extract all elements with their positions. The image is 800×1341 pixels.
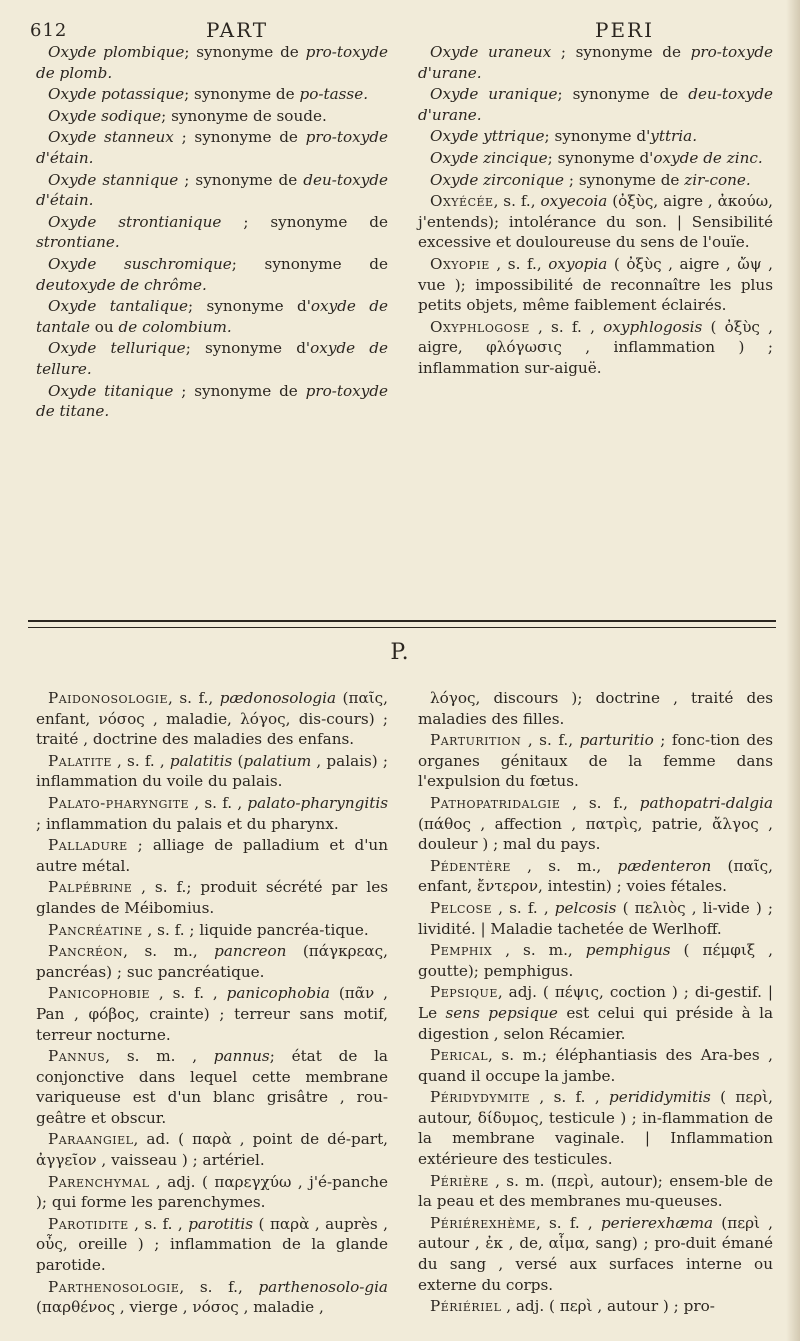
entry-italic-text: po-tasse. — [299, 85, 369, 104]
entry-italic-text: panicophobia — [226, 984, 330, 1003]
dictionary-entry — [36, 1214, 388, 1276]
dictionary-entry — [36, 1172, 388, 1213]
dictionary-entry — [36, 170, 388, 211]
column-bottom-right — [418, 688, 773, 1318]
dictionary-entry — [36, 127, 388, 168]
dictionary-entry — [36, 1129, 388, 1170]
entry-text: (ὀξὺς, aigre , ἀκούω, j'entends); intolérance du son. | Sensibilité excessive et douloureuse du sens de l'ouïe. — [418, 192, 774, 252]
dictionary-entry — [36, 877, 388, 918]
entry-italic-text: pelcosis — [554, 898, 617, 917]
entry-headword: Paraangiel — [48, 1130, 134, 1149]
entry-text: ( — [232, 751, 244, 770]
entry-text: ; synonyme d' — [188, 297, 311, 316]
entry-text: ( πέμφιξ , goutte); pemphigus. — [418, 941, 773, 980]
entry-text: est celui qui préside à la digestion , selon Récamier. — [418, 1003, 774, 1043]
entry-italic-text: palatium — [243, 751, 312, 770]
entry-text: ; synonyme de — [184, 43, 306, 61]
dictionary-entry — [36, 338, 388, 379]
entry-italic-text: Oxyde zirconique — [430, 170, 565, 189]
entry-headword: Oxyopie — [430, 254, 490, 273]
entry-text: (παρθένος , vierge , νόσος , maladie , — [36, 1298, 324, 1317]
dictionary-entry — [418, 191, 773, 253]
dictionary-entry — [36, 920, 388, 941]
entry-italic-text: Oxyde tantalique — [48, 297, 189, 316]
entry-text: , adj. ( πέψις, coction ) ; di-gestif. | Le — [418, 983, 773, 1022]
dictionary-entry — [36, 983, 388, 1045]
entry-headword: Panicophobie — [48, 984, 151, 1003]
dictionary-entry — [36, 84, 388, 105]
entry-text: , s. f., — [168, 689, 220, 707]
entry-text: , s. f., — [560, 793, 640, 812]
entry-text: , s. m. , — [105, 1047, 214, 1066]
entry-headword: Pancréatine — [48, 920, 143, 939]
entry-headword: Péridydymite — [430, 1088, 531, 1107]
entry-italic-text: parotitis — [188, 1214, 254, 1233]
dictionary-entry — [36, 254, 388, 295]
dictionary-entry — [418, 42, 773, 83]
entry-text: , s. f. , — [529, 317, 604, 336]
entry-headword: Périériel — [430, 1297, 502, 1316]
entry-italic-text: deu-toxyde d'étain. — [36, 170, 389, 210]
entry-italic-text: pannus — [213, 1047, 270, 1066]
entry-italic-text: deutoxyde de chrôme. — [36, 275, 207, 294]
entry-italic-text: yttria. — [650, 127, 698, 146]
entry-text: , s. f., — [521, 731, 580, 750]
entry-headword: Oxyécée — [430, 192, 494, 211]
entry-text: , s. f. , — [189, 793, 248, 812]
entry-italic-text: pro-toxyde d'étain. — [36, 128, 388, 167]
entry-text: ( περὶ, autour, δίδυμος, testicule ) ; in-flammation de la membrane vaginale. | Inflammation extérieure des testicules. — [418, 1088, 773, 1169]
entry-italic-text: Oxyde titanique — [48, 381, 174, 400]
entry-text: , s. f., — [489, 254, 549, 273]
entry-italic-text: parturitio — [579, 731, 654, 750]
entry-headword: Pemphix — [430, 941, 493, 960]
entry-text: , s. f. , — [530, 1088, 610, 1107]
dictionary-entry — [418, 1296, 773, 1317]
entry-text: ; synonyme de — [178, 170, 304, 189]
entry-italic-text: Oxyde stanneux — [48, 128, 174, 147]
dictionary-entry — [418, 898, 773, 939]
entry-text: , s. m., — [492, 941, 586, 960]
dictionary-entry — [418, 170, 773, 191]
entry-text: , s. f.; produit sécrété par les glandes de Méibomius. — [36, 878, 388, 917]
entry-italic-text: Oxyde uraneux — [430, 43, 552, 61]
dictionary-entry — [418, 940, 773, 981]
dictionary-entry — [36, 42, 388, 83]
entry-text: (παῖς, enfant, νόσος , maladie, λόγος, dis-cours) ; traité , doctrine des maladies des enfans. — [36, 689, 389, 749]
entry-italic-text: pancreon — [214, 942, 287, 961]
entry-text: , s. f., — [179, 1277, 259, 1296]
dictionary-entry — [418, 793, 773, 855]
entry-text: , s. f. , — [128, 1214, 189, 1233]
entry-text: , s. f., — [493, 192, 541, 211]
entry-italic-text: parthenosolo-gia — [258, 1277, 388, 1296]
entry-italic-text: Oxyde yttrique — [430, 127, 545, 146]
dictionary-entry — [418, 84, 773, 125]
entry-italic-text: pro-toxyde de plomb. — [36, 43, 388, 82]
entry-text: (πάθος , affection , πατρὶς, patrie, ἄλγος , douleur ) ; mal du pays. — [418, 814, 773, 854]
dictionary-entry — [418, 982, 773, 1044]
entry-text: , adj. ( περὶ , autour ) ; pro- — [501, 1297, 715, 1316]
entry-italic-text: oxyopia — [548, 254, 608, 273]
entry-text: ; synonyme de — [184, 85, 300, 104]
entry-text: , s. m.; éléphantiasis des Ara-bes , quand il occupe la jambe. — [418, 1046, 773, 1085]
entry-headword: Périérexhème — [430, 1213, 536, 1232]
entry-headword: Palato-pharyngite — [48, 793, 190, 812]
entry-text: ; alliage de palladium et d'un autre métal. — [36, 836, 388, 875]
entry-italic-text: deu-toxyde d'urane. — [418, 85, 773, 124]
entry-italic-text: Oxyde strontianique — [48, 212, 222, 231]
entry-text: λόγος, discours ); doctrine , traité des maladies des filles. — [418, 689, 773, 728]
dictionary-entry — [36, 688, 388, 750]
entry-italic-text: oxyphlogosis — [603, 317, 703, 336]
entry-headword: Pathopatridalgie — [430, 793, 561, 812]
section-rule-thick — [28, 620, 776, 622]
dictionary-entry — [36, 793, 388, 834]
entry-text: , ad. ( παρὰ , point de dé-part, ἀγγεῖον , vaisseau ) ; artériel. — [36, 1130, 388, 1170]
entry-italic-text: strontiane. — [36, 233, 120, 252]
entry-italic-text: palatitis — [169, 751, 233, 770]
dictionary-entry — [36, 751, 388, 792]
entry-italic-text: perididymitis — [609, 1088, 711, 1107]
entry-headword: Périère — [430, 1171, 489, 1190]
entry-italic-text: de colombium. — [118, 317, 232, 336]
entry-text: , s. f. , — [150, 984, 227, 1003]
entry-headword: Parturition — [430, 731, 522, 750]
dictionary-entry — [36, 212, 388, 253]
entry-italic-text: pro-toxyde d'urane. — [418, 43, 773, 82]
entry-italic-text: perierexhæma — [600, 1213, 714, 1232]
entry-italic-text: Oxyde uranique — [430, 85, 558, 104]
entry-headword: Parenchymal — [48, 1172, 150, 1191]
dictionary-entry — [418, 1087, 773, 1169]
column-bottom-left — [36, 688, 388, 1319]
dictionary-entry — [418, 148, 773, 169]
entry-text: ; synonyme de — [564, 170, 685, 189]
entry-headword: Pelcose — [430, 898, 493, 917]
entry-text: ; synonyme d' — [544, 127, 651, 146]
dictionary-entry — [36, 1046, 388, 1128]
entry-text: ; synonyme de soude. — [161, 106, 327, 125]
entry-text: , s. m., — [123, 942, 215, 961]
entry-headword: Parotidite — [48, 1214, 129, 1233]
dictionary-entry — [418, 688, 773, 729]
entry-italic-text: pædenteron — [617, 856, 712, 875]
dictionary-entry — [418, 1045, 773, 1086]
section-rule-thin — [28, 627, 776, 628]
entry-text: ( πελιὸς , li-vide ) ; lividité. | Maladie tachetée de Werlhoff. — [418, 898, 773, 938]
entry-italic-text: Oxyde sodique — [48, 106, 162, 125]
entry-text: , s. f. , — [111, 751, 170, 770]
entry-text: (πᾶν , Pan , φόβος, crainte) ; terreur sans motif, terreur nocturne. — [36, 984, 388, 1044]
entry-headword: Palladure — [48, 836, 128, 855]
page-number: 612 — [30, 20, 68, 41]
entry-text: (πάγκρεας, pancréas) ; suc pancréatique. — [36, 942, 388, 981]
entry-text: ; synonyme d' — [185, 339, 311, 358]
dictionary-entry — [36, 835, 388, 876]
entry-text: ; synonyme de — [221, 212, 388, 231]
entry-text: ; fonc-tion des organes génitaux de la femme dans l'expulsion du fœtus. — [418, 731, 773, 791]
entry-italic-text: Oxyde tellurique — [48, 339, 186, 358]
entry-italic-text: pro-toxyde de titane. — [36, 381, 389, 421]
dictionary-entry — [36, 296, 388, 337]
entry-text: , palais) ; inflammation du voile du palais. — [36, 751, 388, 791]
page-header — [30, 12, 775, 42]
entry-italic-text: zir-cone. — [684, 170, 751, 189]
dictionary-entry — [418, 126, 773, 147]
dictionary-entry — [36, 941, 388, 982]
entry-italic-text: pædonosologia — [219, 689, 337, 707]
entry-text: ; synonyme d' — [547, 148, 654, 167]
dictionary-entry — [36, 381, 388, 422]
entry-italic-text: oxyde de tellure. — [36, 339, 388, 378]
entry-italic-text: Oxyde stannique — [48, 170, 179, 189]
running-head-left: PART — [206, 18, 269, 42]
entry-text: ; synonyme de — [551, 43, 691, 61]
dictionary-entry — [418, 730, 773, 792]
entry-italic-text: oxyecoia — [540, 192, 608, 211]
entry-text: ; synonyme de — [173, 381, 306, 400]
entry-italic-text: Oxyde suschromique — [48, 254, 232, 273]
entry-italic-text: Oxyde potassique — [48, 85, 185, 104]
entry-italic-text: Oxyde plombique — [48, 43, 185, 61]
entry-text: ; inflammation du palais et du pharynx. — [36, 814, 339, 833]
entry-text: , adj. ( παρεγχύω , j'é-panche ); qui forme les parenchymes. — [36, 1172, 388, 1212]
entry-text: ; synonyme de — [557, 85, 689, 104]
dictionary-entry — [418, 1171, 773, 1212]
section-letter-heading: P. — [390, 640, 410, 665]
entry-headword: Pepsique — [430, 983, 498, 1002]
entry-italic-text: pathopatri-dalgia — [639, 793, 773, 812]
entry-italic-text: oxyde de tantale — [36, 297, 388, 336]
running-head-right: PERI — [595, 18, 655, 42]
dictionary-entry — [36, 1277, 388, 1318]
page-edge-shadow — [786, 0, 800, 1341]
entry-text: , s. f. , — [535, 1213, 601, 1232]
entry-headword: Paidonosologie — [48, 689, 169, 707]
entry-headword: Palatite — [48, 751, 112, 770]
entry-italic-text: sens pepsique — [445, 1003, 558, 1022]
entry-text: ; état de la conjonctive dans lequel cette membrane variqueuse est d'un blanc grisâtre , rou-geâtre et obscur. — [36, 1047, 388, 1127]
dictionary-entry — [418, 856, 773, 897]
dictionary-entry — [418, 254, 773, 316]
entry-text: , s. f. ; liquide pancréa-tique. — [142, 920, 369, 939]
entry-text: , s. m. (περὶ, autour); ensem-ble de la peau et des membranes mu-queuses. — [418, 1171, 773, 1211]
entry-text: ( ὀξὺς , aigre , ὤψ , vue ); impossibilité de reconnaître les plus petits objets, même faiblement éclairés. — [418, 254, 773, 315]
entry-italic-text: pemphigus — [585, 941, 671, 960]
entry-text: (περὶ , autour , ἐκ , de, αἷμα, sang) ; pro-duit émané du sang , versé aux surfaces interne ou externe du corps. — [418, 1213, 773, 1294]
entry-text: ( ὀξὺς , aigre, φλόγωσις , inflammation ) ; inflammation sur-aiguë. — [418, 317, 774, 377]
dictionary-entry — [418, 317, 773, 379]
entry-headword: Parthenosologie — [48, 1277, 180, 1296]
entry-headword: Pancréon — [48, 942, 124, 961]
entry-italic-text: oxyde de zinc. — [653, 148, 763, 167]
entry-headword: Pannus — [48, 1047, 106, 1066]
entry-text: (παῖς, enfant, ἔντερον, intestin) ; voies fétales. — [418, 856, 773, 896]
entry-headword: Palpébrine — [48, 878, 133, 897]
entry-text: ; synonyme de — [231, 254, 388, 273]
entry-headword: Oxyphlogose — [430, 317, 530, 336]
entry-text: ( παρὰ , auprès , οὖς, oreille ) ; inflammation de la glande parotide. — [36, 1214, 388, 1275]
column-top-left — [36, 42, 388, 423]
dictionary-entry — [36, 106, 388, 127]
entry-headword: Perical — [430, 1046, 489, 1065]
entry-italic-text: Oxyde zincique — [430, 148, 548, 167]
entry-italic-text: palato-pharyngitis — [247, 793, 388, 812]
entry-headword: Pédentère — [430, 856, 511, 875]
entry-text: , s. m., — [510, 856, 618, 875]
entry-text: ; synonyme de — [173, 128, 306, 147]
entry-text: , s. f. , — [492, 898, 555, 917]
column-top-right — [418, 42, 773, 380]
dictionary-entry — [418, 1213, 773, 1295]
entry-text: ou — [89, 317, 119, 336]
